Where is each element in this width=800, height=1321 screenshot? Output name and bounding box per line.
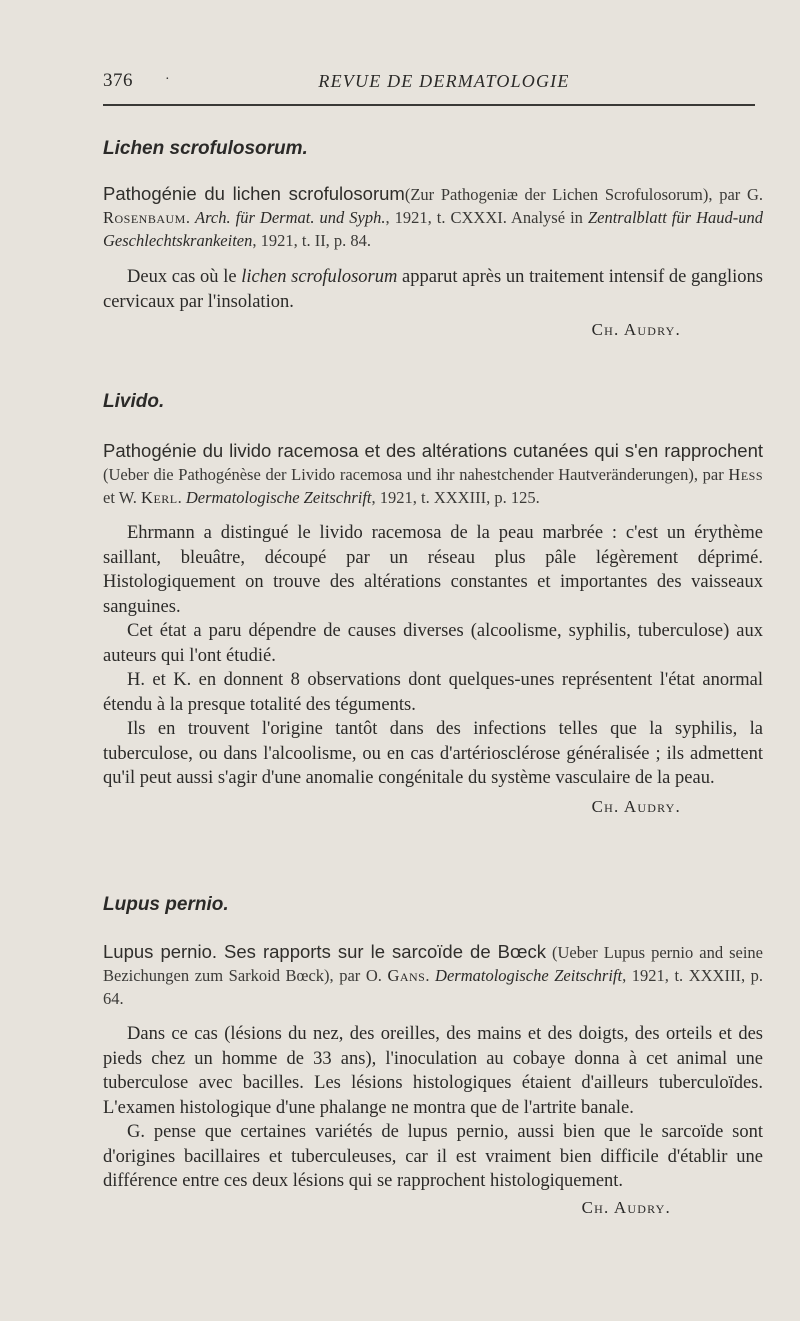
section-livido <box>103 391 763 817</box>
journal: Zentralblatt für Haud-und Geschlechtskrankeiten <box>103 208 763 250</box>
section-lichen <box>103 138 763 340</box>
signature: Ch. Audry. <box>591 796 681 816</box>
journal: Arch. für Dermat. und Syph. <box>195 208 386 227</box>
paragraph: Ils en trouvent l'origine tantôt dans des infections telles que la syphilis, la tuberculose, ou dans l'alcoolisme, ou en cas d'artériosclérose généralisée ; ils admettent qu'il peut aussi s'agir d'une anomalie congénitale du système vasculaire de la peau. <box>103 719 763 788</box>
page-header <box>103 70 755 96</box>
reference: Pathogénie du livido racemosa et des altérations cutanées qui s'en rapprochent (Ueber die Pathogénèse der Livido racemosa und ihr nahestchender Hautveränderungen), par Hess et W. Kerl. Dermatologische Zeitschrift, 1921, t. XXXIII, p. 125. <box>103 440 763 507</box>
paragraph: Dans ce cas (lésions du nez, des oreilles, des mains et des doigts, des orteils et des pieds chez un homme de 33 ans), l'inoculation au cobaye donna à cet animal une tuberculose avec bacilles. Les lésions histologiques étaient d'ailleurs tuberculoïdes. L'examen histologique d'une phalange ne montra que de l'artrite banale. <box>103 1024 763 1118</box>
author: Gans <box>387 966 426 985</box>
author: Rosenbaum <box>103 208 186 227</box>
author: Kerl <box>141 488 178 507</box>
header-dot: · <box>165 72 170 87</box>
section-heading: Livido. <box>103 391 165 412</box>
reference-title: Pathogénie du lichen scrofulosorum <box>103 183 405 204</box>
reference: Lupus pernio. Ses rapports sur le sarcoïde de Bœck (Ueber Lupus pernio and seine Bezichungen zum Sarkoid Bœck), par O. Gans. Dermatologische Zeitschrift, 1921, t. XXXIII, p. 64. <box>103 941 764 1008</box>
section-heading: Lichen scrofulosorum. <box>103 138 308 159</box>
paragraph: H. et K. en donnent 8 observations dont quelques-unes représentent l'état anormal étendu à la presque totalité des téguments. <box>103 670 763 715</box>
paragraph: Deux cas où le lichen scrofulosorum apparut après un traitement intensif de ganglions cervicaux par l'insolation. <box>103 267 763 312</box>
section-lupus-pernio <box>103 894 763 1218</box>
paragraph: Cet état a paru dépendre de causes diverses (alcoolisme, syphilis, tuberculose) aux auteurs qui l'ont étudié. <box>103 621 763 666</box>
signature: Ch. Audry. <box>581 1197 671 1217</box>
author: Hess <box>728 465 763 484</box>
signature: Ch. Audry. <box>591 320 681 339</box>
paragraph: Ehrmann a distingué le livido racemosa de la peau marbrée : c'est un érythème saillant, bleuâtre, découpé par un réseau plus pâle légèrement déprimé. Histologiquement on trouve des altérations constantes et importantes des vaisseaux sanguines. <box>103 523 763 617</box>
reference: Pathogénie du lichen scrofulosorum(Zur Pathogeniæ der Lichen Scrofulosorum), par G. Rosenbaum. Arch. für Dermat. und Syph., 1921, t. CXXXI. Analysé in Zentralblatt für Haud-und Geschlechtskrankeiten, 1921, t. II, p. 84. <box>103 183 764 250</box>
paragraph: G. pense que certaines variétés de lupus pernio, aussi bien que le sarcoïde sont d'origines bacillaires et tuberculeuses, car il est vraiment bien difficile d'établir une différence entre ces deux lésions qui se rapprochent histologiquement. <box>103 1122 763 1191</box>
journal: Dermatologische Zeitschrift <box>185 488 372 507</box>
reference-title: Pathogénie du livido racemosa et des altérations cutanées qui s'en rapprochent <box>103 440 763 461</box>
page-number: 376 <box>103 70 133 91</box>
journal: Dermatologische Zeitschrift <box>435 966 623 985</box>
section-heading: Lupus pernio. <box>103 894 229 915</box>
reference-title: Lupus pernio. Ses rapports sur le sarcoïde de Bœck <box>103 941 546 962</box>
header-rule <box>103 104 755 106</box>
running-title: REVUE DE DERMATOLOGIE <box>318 71 570 91</box>
